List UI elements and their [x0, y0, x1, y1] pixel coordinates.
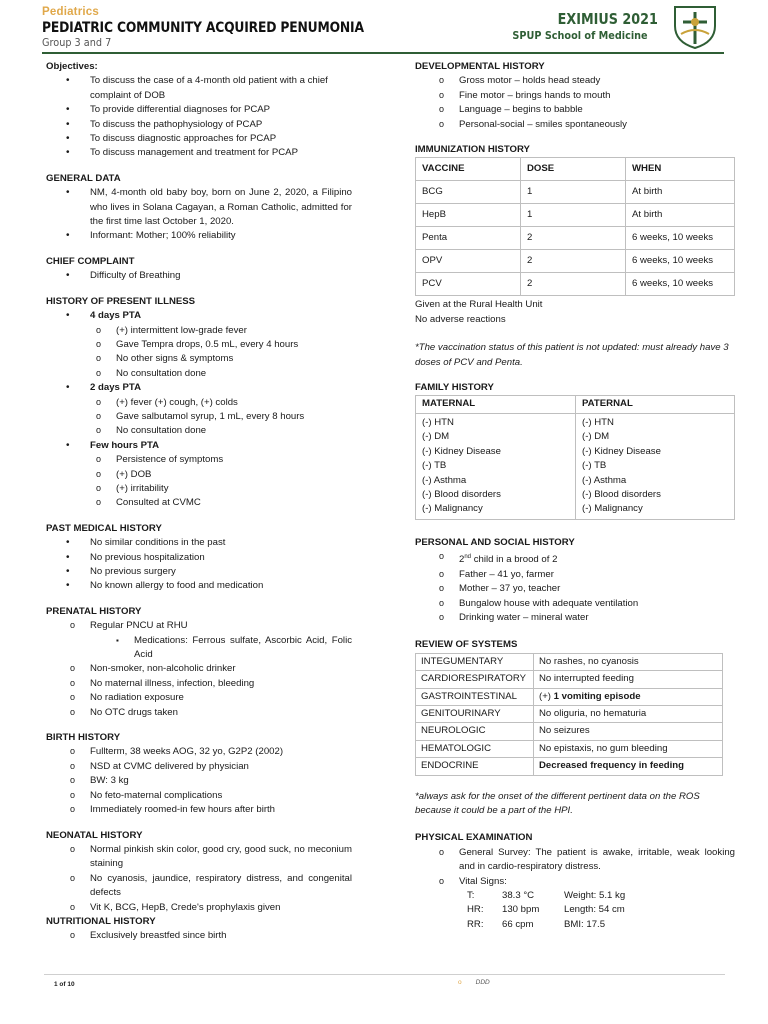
table-cell: [576, 413, 735, 519]
table-cell: 6 weeks, 10 weeks: [626, 227, 735, 250]
table-row: [416, 688, 723, 705]
list-item: • No previous surgery: [46, 565, 352, 579]
list-item: • No known allergy to food and medication: [46, 579, 352, 593]
medication-item: ▪ Medications: Ferrous sulfate, Ascorbic Acid, Folic Acid: [90, 634, 352, 663]
list-item: o No maternal illness, infection, bleeding: [46, 677, 352, 691]
list-item: o BW: 3 kg: [46, 774, 352, 788]
hpi-group: [46, 309, 352, 381]
family-item: (-) HTN: [422, 416, 454, 428]
family-item: (-) Malignancy: [582, 503, 643, 515]
list-item: o General Survey: The patient is awake, irritable, weak looking and in cardio-respiratory distress.: [415, 846, 735, 875]
chief-complaint-list: [46, 269, 352, 283]
ros-remark: *always ask for the onset of the different pertinent data on the ROS because it could be a part of the HPI.: [415, 790, 700, 816]
list-item: o (+) intermittent low-grade fever: [90, 324, 352, 338]
footer-mark: [458, 979, 490, 986]
table-cell: INTEGUMENTARY: [416, 653, 534, 670]
table-cell: 6 weeks, 10 weeks: [626, 273, 735, 296]
table-header: WHEN: [626, 158, 735, 181]
immunization-table: [415, 157, 735, 296]
list-item: • To discuss the case of a 4-month old patient with a chief complaint of DOB: [46, 74, 352, 103]
hpi-group-label: Few hours PTA: [90, 439, 160, 451]
list-item: o Mother – 37 yo, teacher: [415, 582, 735, 596]
list-item: o Fullterm, 38 weeks AOG, 32 yo, G2P2 (2002): [46, 745, 352, 759]
table-cell: Penta: [416, 227, 521, 250]
review-of-systems-table: [415, 653, 723, 776]
section-title-developmental: DEVELOPMENTAL HISTORY: [415, 61, 545, 72]
ordinal-suffix: nd: [464, 554, 472, 561]
list-item: o Gross motor – holds head steady: [415, 74, 735, 88]
neonatal-list: [46, 843, 352, 915]
left-column: [46, 60, 352, 944]
school-name: SPUP School of Medicine: [512, 29, 648, 42]
list-item: • No similar conditions in the past: [46, 536, 352, 550]
vital-measure: Length: 54 cm: [564, 904, 625, 916]
table-cell: 1: [521, 204, 626, 227]
table-row: [416, 653, 723, 670]
list-item: o Bungalow house with adequate ventilation: [415, 597, 735, 611]
table-cell: No seizures: [534, 723, 723, 740]
list-item: • To discuss diagnostic approaches for PCAP: [46, 132, 352, 146]
list-item: • No previous hospitalization: [46, 551, 352, 565]
table-row: [416, 204, 735, 227]
page-header: [0, 0, 768, 50]
list-item: o No other signs & symptoms: [90, 352, 352, 366]
family-item: (-) Blood disorders: [582, 488, 661, 500]
list-item: o Fine motor – brings hands to mouth: [415, 89, 735, 103]
family-item: (-) DM: [582, 431, 610, 443]
group-label: Group 3 and 7: [42, 36, 112, 49]
right-column: [415, 60, 735, 932]
list-item: o (+) irritability: [90, 482, 352, 496]
table-cell: PCV: [416, 273, 521, 296]
table-cell: ENDOCRINE: [416, 758, 534, 775]
immunization-note: Given at the Rural Health Unit: [415, 299, 543, 311]
section-title-birth: BIRTH HISTORY: [46, 732, 121, 744]
objectives-list: [46, 74, 352, 160]
table-row: [416, 413, 735, 519]
section-title-chief-complaint: CHIEF COMPLAINT: [46, 255, 135, 267]
section-title-physical-exam: PHYSICAL EXAMINATION: [415, 832, 533, 844]
list-item: o No radiation exposure: [46, 691, 352, 705]
table-row: [416, 273, 735, 296]
table-cell: No oliguria, no hematuria: [534, 705, 723, 722]
section-title-general-data: GENERAL DATA: [46, 172, 121, 184]
table-cell: HEMATOLOGIC: [416, 740, 534, 757]
table-cell: CARDIORESPIRATORY: [416, 671, 534, 688]
hpi-group-label: 4 days PTA: [90, 310, 142, 322]
family-item: (-) Kidney Disease: [582, 445, 661, 457]
table-cell: 2: [521, 273, 626, 296]
section-title-hpi: HISTORY OF PRESENT ILLNESS: [46, 295, 196, 307]
list-item: o No cyanosis, jaundice, respiratory distress, and congenital defects: [46, 872, 352, 901]
vital-value: 66 cpm: [502, 918, 534, 930]
past-medical-list: [46, 536, 352, 594]
page-number: 1 of 10: [54, 981, 75, 988]
list-item-text: child in a brood of 2: [471, 554, 558, 566]
list-item: [46, 619, 352, 662]
birth-list: [46, 745, 352, 817]
list-item: o Personal-social – smiles spontaneously: [415, 118, 735, 132]
table-row: [416, 181, 735, 204]
family-item: (-) Blood disorders: [422, 488, 501, 500]
list-item: o No OTC drugs taken: [46, 706, 352, 720]
vital-measure: BMI: 17.5: [564, 918, 606, 930]
table-header: DOSE: [521, 158, 626, 181]
list-item: [415, 550, 735, 568]
prenatal-list: [46, 619, 352, 720]
table-cell: At birth: [626, 204, 735, 227]
immunization-remark: *The vaccination status of this patient is not updated: must already have 3 doses of PCV and Penta.: [415, 342, 729, 368]
vital-value: 38.3 °C: [502, 890, 535, 902]
footer-label: DDD: [475, 979, 490, 986]
table-cell: GASTROINTESTINAL: [416, 688, 534, 705]
table-cell: No rashes, no cyanosis: [534, 653, 723, 670]
table-row: [416, 250, 735, 273]
table-cell: 6 weeks, 10 weeks: [626, 250, 735, 273]
table-row: [416, 705, 723, 722]
section-title-family: FAMILY HISTORY: [415, 382, 494, 394]
table-header: PATERNAL: [576, 396, 735, 413]
table-cell: [416, 413, 576, 519]
section-title-personal-social: PERSONAL AND SOCIAL HISTORY: [415, 536, 575, 548]
table-row: [416, 671, 723, 688]
list-item: o Language – begins to babble: [415, 103, 735, 117]
table-cell: 1: [521, 181, 626, 204]
footer-mark-glyph: o: [458, 979, 462, 986]
table-cell: 2: [521, 227, 626, 250]
vital-signs-grid: [467, 889, 735, 932]
family-item: (-) Asthma: [422, 474, 467, 486]
list-item: o Non-smoker, non-alcoholic drinker: [46, 662, 352, 676]
immunization-note: No adverse reactions: [415, 313, 506, 325]
family-item: (-) DM: [422, 431, 450, 443]
list-item: o Persistence of symptoms: [90, 453, 352, 467]
list-item: o Immediately roomed-in few hours after birth: [46, 803, 352, 817]
list-item: o Exclusively breastfed since birth: [46, 929, 352, 943]
family-item: (-) TB: [422, 460, 447, 472]
list-item: • To discuss management and treatment for PCAP: [46, 146, 352, 160]
list-item: • To provide differential diagnoses for PCAP: [46, 103, 352, 117]
header-divider: [42, 52, 724, 54]
list-item: o No feto-maternal complications: [46, 789, 352, 803]
table-header: VACCINE: [416, 158, 521, 181]
list-item: • Informant: Mother; 100% reliability: [46, 229, 352, 243]
section-title-immunization: IMMUNIZATION HISTORY: [415, 144, 530, 156]
course-label: Pediatrics: [42, 6, 99, 18]
list-item: o No consultation done: [90, 367, 352, 381]
page-title: PEDIATRIC COMMUNITY ACQUIRED PENUMONIA: [42, 20, 364, 36]
family-item: (-) TB: [582, 460, 607, 472]
ros-prefix: (+): [539, 690, 554, 702]
list-item: o (+) fever (+) cough, (+) colds: [90, 396, 352, 410]
list-item: o Vital Signs:: [415, 875, 735, 889]
list-item: • To discuss the pathophysiology of PCAP: [46, 118, 352, 132]
vital-label: T:: [467, 890, 475, 902]
family-item: (-) Malignancy: [422, 503, 483, 515]
list-item: o (+) DOB: [90, 468, 352, 482]
vital-label: HR:: [467, 904, 484, 916]
family-history-table: [415, 395, 735, 519]
section-title-nutritional: NUTRITIONAL HISTORY: [46, 915, 156, 927]
family-item: (-) Kidney Disease: [422, 445, 501, 457]
table-row: [416, 227, 735, 250]
hpi-list: [46, 309, 352, 511]
table-cell: No interrupted feeding: [534, 671, 723, 688]
section-title-objectives: Objectives:: [46, 61, 98, 72]
table-cell: At birth: [626, 181, 735, 204]
section-title-neonatal: NEONATAL HISTORY: [46, 829, 143, 841]
table-cell: BCG: [416, 181, 521, 204]
table-cell: NEUROLOGIC: [416, 723, 534, 740]
vital-value: 130 bpm: [502, 904, 540, 916]
physical-exam-list: [415, 846, 735, 889]
list-item: o Drinking water – mineral water: [415, 611, 735, 625]
section-title-prenatal: PRENATAL HISTORY: [46, 605, 142, 617]
list-item: • NM, 4-month old baby boy, born on June 2, 2020, a Filipino who lives in Solana Cagayan, a Roman Catholic, admitted for the first time last October 1, 2020.: [46, 186, 352, 229]
table-cell: 2: [521, 250, 626, 273]
table-header: MATERNAL: [416, 396, 576, 413]
table-cell: GENITOURINARY: [416, 705, 534, 722]
table-header-row: [416, 396, 735, 413]
list-item: • Difficulty of Breathing: [46, 269, 352, 283]
hpi-group: [46, 381, 352, 439]
school-logo-icon: [671, 4, 719, 50]
vital-label: RR:: [467, 918, 484, 930]
list-item: o Normal pinkish skin color, good cry, good suck, no meconium staining: [46, 843, 352, 872]
hpi-group-label: 2 days PTA: [90, 382, 142, 394]
family-item: (-) Asthma: [582, 474, 627, 486]
general-data-list: [46, 186, 352, 244]
personal-social-list: [415, 550, 735, 625]
hpi-group: [46, 439, 352, 511]
table-cell: Decreased frequency in feeding: [534, 758, 723, 775]
birth-order-number: 2: [459, 554, 465, 566]
table-cell: HepB: [416, 204, 521, 227]
list-item: o Consulted at CVMC: [90, 496, 352, 510]
table-row: [416, 723, 723, 740]
section-title-past-medical: PAST MEDICAL HISTORY: [46, 522, 162, 534]
footer-divider: [44, 974, 725, 975]
table-cell: No epistaxis, no gum bleeding: [534, 740, 723, 757]
list-item: o No consultation done: [90, 424, 352, 438]
developmental-list: [415, 74, 735, 132]
list-item: o Gave Tempra drops, 0.5 mL, every 4 hours: [90, 338, 352, 352]
table-row: [416, 740, 723, 757]
table-header-row: [416, 158, 735, 181]
list-item: o Father – 41 yo, farmer: [415, 568, 735, 582]
nutritional-list: [46, 929, 352, 943]
list-item: o Gave salbutamol syrup, 1 mL, every 8 hours: [90, 410, 352, 424]
table-cell: OPV: [416, 250, 521, 273]
vital-measure: Weight: 5.1 kg: [564, 890, 626, 902]
list-item: o Vit K, BCG, HepB, Crede's prophylaxis given: [46, 901, 352, 915]
list-item: o NSD at CVMC delivered by physician: [46, 760, 352, 774]
table-cell: [534, 688, 723, 705]
table-row: [416, 758, 723, 775]
section-title-ros: REVIEW OF SYSTEMS: [415, 639, 518, 651]
family-item: (-) HTN: [582, 416, 614, 428]
ros-value: 1 vomiting episode: [553, 690, 641, 702]
brand-title: EXIMIUS 2021: [557, 10, 658, 28]
list-item-text: Regular PNCU at RHU: [90, 620, 188, 632]
